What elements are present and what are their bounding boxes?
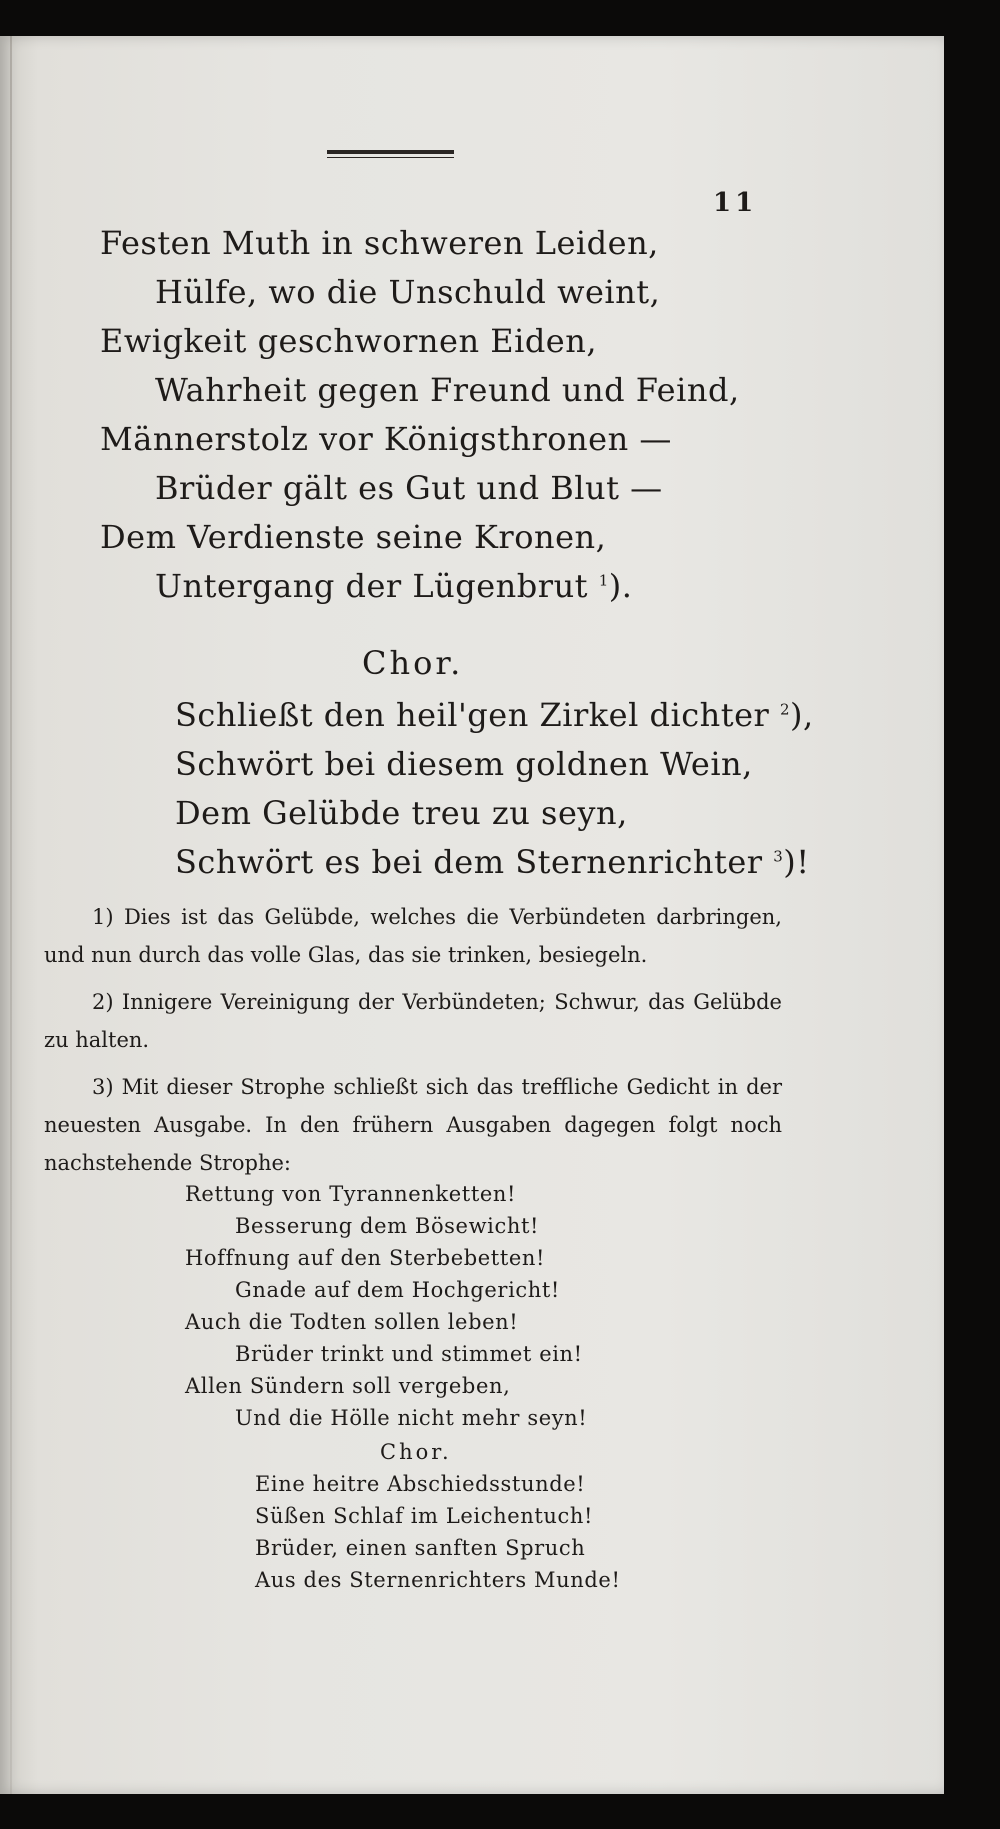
footnote-ref: 2: [780, 700, 791, 719]
poem-line: Festen Muth in schweren Leiden,: [100, 224, 659, 262]
chorus-line-tail: !: [796, 843, 810, 881]
poem-line: Ewigkeit geschwornen Eiden,: [100, 322, 598, 360]
footnote-text: Innigere Vereinigung der Verbündeten; Schwur, das Gelübde zu halten.: [44, 990, 782, 1052]
stanza-line: Allen Sündern soll vergeben,: [185, 1374, 511, 1398]
stanza-chorus-line: Eine heitre Abschiedsstunde!: [255, 1472, 586, 1496]
stanza-line: Brüder trinkt und stimmet ein!: [235, 1342, 583, 1366]
stanza-line: Hoffnung auf den Sterbebetten!: [185, 1246, 546, 1270]
header-rule: [327, 150, 454, 158]
footnote: [44, 1068, 782, 1182]
chorus-line: Schwört bei diesem goldnen Wein,: [175, 745, 753, 783]
stanza-chorus-line: Aus des Sternenrichters Munde!: [255, 1568, 621, 1592]
stanza-line: Gnade auf dem Hochgericht!: [235, 1278, 560, 1302]
stanza-chorus-line: Süßen Schlaf im Leichentuch!: [255, 1504, 594, 1528]
chorus-heading: Chor.: [362, 644, 464, 682]
footnote: [44, 983, 782, 1059]
footnote: [44, 898, 782, 974]
closing-punct: ).: [608, 567, 633, 605]
page-gutter: [10, 36, 12, 1794]
footnote-ref: 1: [598, 571, 609, 590]
poem-line: Wahrheit gegen Freund und Feind,: [155, 371, 740, 409]
poem-line: Männerstolz vor Königsthronen —: [100, 420, 672, 458]
poem-line: Dem Verdienste seine Kronen,: [100, 518, 607, 556]
poem-line-text: Untergang der Lügenbrut: [155, 567, 589, 605]
poem-line: Hülfe, wo die Unschuld weint,: [155, 273, 661, 311]
stanza-line: Besserung dem Bösewicht!: [235, 1214, 540, 1238]
page-number: 11: [713, 188, 758, 218]
poem-line-last: [155, 567, 632, 605]
footnote-text: Mit dieser Strophe schließt sich das treffliche Gedicht in der neuesten Ausgabe. In den frühern Ausgaben dagegen folgt noch nachstehende Strophe:: [44, 1075, 782, 1175]
closing-punct: ): [783, 843, 797, 881]
stanza-line: Und die Hölle nicht mehr seyn!: [235, 1406, 588, 1430]
chorus-line-text: Schwört es bei dem Sternenrichter: [175, 843, 763, 881]
poem-line: Brüder gält es Gut und Blut —: [155, 469, 663, 507]
chorus-line: [175, 696, 814, 734]
stanza-line: Auch die Todten sollen leben!: [185, 1310, 519, 1334]
footnote-ref: 3: [773, 847, 784, 866]
book-page: [0, 36, 944, 1794]
chorus-line: Dem Gelübde treu zu seyn,: [175, 794, 628, 832]
footnote-text: Dies ist das Gelübde, welches die Verbündeten darbringen, und nun durch das volle Glas, das sie trinken, besiegeln.: [44, 905, 782, 967]
footnote-marker: 2): [92, 990, 114, 1014]
footnote-marker: 1): [92, 905, 114, 929]
chorus-line-tail: ,: [803, 696, 814, 734]
stanza-chorus-line: Brüder, einen sanften Spruch: [255, 1536, 586, 1560]
chorus-line-text: Schließt den heil'gen Zirkel dichter: [175, 696, 770, 734]
stanza-chorus-heading: Chor.: [380, 1440, 452, 1464]
closing-punct: ): [790, 696, 804, 734]
footnote-marker: 3): [92, 1075, 114, 1099]
stanza-line: Rettung von Tyrannenketten!: [185, 1182, 517, 1206]
chorus-line: [175, 843, 810, 881]
